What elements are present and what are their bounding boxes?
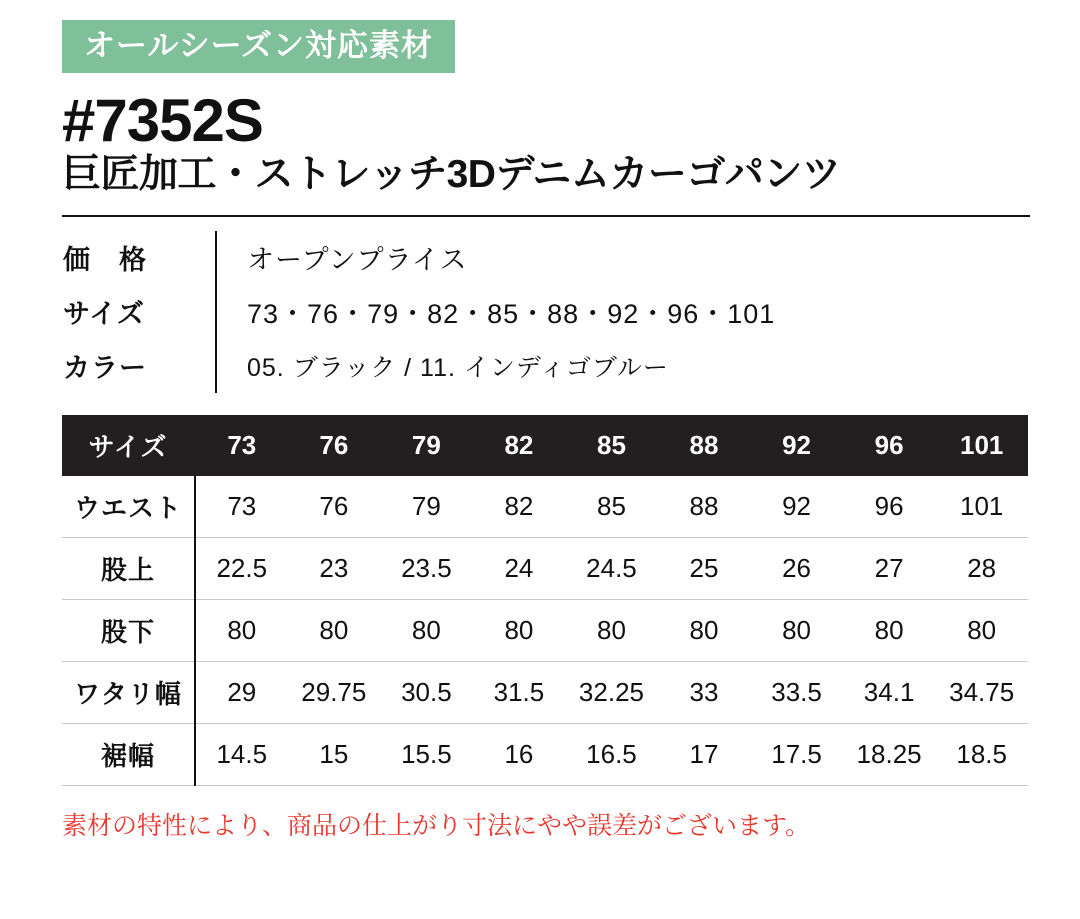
size-chart-cell: 79	[380, 476, 473, 538]
size-chart-cell: 15	[288, 723, 381, 785]
size-chart-cell: 16	[473, 723, 566, 785]
size-chart-cell: 24	[473, 537, 566, 599]
size-chart-row-label: 股上	[62, 537, 195, 599]
spec-value-size: 73・76・79・82・85・88・92・96・101	[247, 299, 776, 330]
size-chart-cell: 33	[658, 661, 751, 723]
size-chart-cell: 80	[843, 599, 936, 661]
spec-row-price	[62, 231, 776, 285]
size-chart-row-label: 裾幅	[62, 723, 195, 785]
size-chart-cell: 92	[750, 476, 843, 538]
size-chart-row-label: ウエスト	[62, 476, 195, 538]
size-chart-cell: 27	[843, 537, 936, 599]
size-chart-header-label: サイズ	[62, 415, 195, 476]
size-chart-cell: 16.5	[565, 723, 658, 785]
product-name: 巨匠加工・ストレッチ3Dデニムカーゴパンツ	[62, 153, 841, 196]
size-chart-cell: 23.5	[380, 537, 473, 599]
size-chart-cell: 34.75	[935, 661, 1028, 723]
spec-row-color	[62, 339, 776, 393]
size-chart-cell: 18.25	[843, 723, 936, 785]
table-row	[62, 599, 1028, 661]
size-chart-cell: 76	[288, 476, 381, 538]
size-chart-cell: 32.25	[565, 661, 658, 723]
size-chart-header-cell: 82	[473, 415, 566, 476]
size-chart-row-label: ワタリ幅	[62, 661, 195, 723]
table-row	[62, 476, 1028, 538]
size-chart-cell: 96	[843, 476, 936, 538]
size-chart	[62, 415, 1028, 786]
size-chart-cell: 33.5	[750, 661, 843, 723]
size-chart-header-cell: 85	[565, 415, 658, 476]
size-chart-cell: 24.5	[565, 537, 658, 599]
size-chart-header-cell: 76	[288, 415, 381, 476]
spec-value-color: 05. ブラック / 11. インディゴブルー	[247, 353, 669, 382]
spec-list	[62, 231, 776, 393]
size-chart-cell: 80	[195, 599, 288, 661]
table-row	[62, 723, 1028, 785]
size-chart-cell: 80	[565, 599, 658, 661]
spec-value-price: オープンプライス	[247, 245, 468, 276]
size-chart-header-cell: 79	[380, 415, 473, 476]
size-chart-cell: 34.1	[843, 661, 936, 723]
size-chart-cell: 85	[565, 476, 658, 538]
size-chart-cell: 29.75	[288, 661, 381, 723]
size-chart-cell: 88	[658, 476, 751, 538]
size-chart-cell: 14.5	[195, 723, 288, 785]
size-chart-cell: 22.5	[195, 537, 288, 599]
size-chart-cell: 29	[195, 661, 288, 723]
size-chart-cell: 17	[658, 723, 751, 785]
spec-label-size: サイズ	[63, 299, 145, 330]
size-chart-row-label: 股下	[62, 599, 195, 661]
table-row	[62, 661, 1028, 723]
size-chart-cell: 31.5	[473, 661, 566, 723]
size-chart-header-cell: 92	[750, 415, 843, 476]
size-chart-header-cell: 88	[658, 415, 751, 476]
spec-row-size	[62, 285, 776, 339]
size-chart-cell: 25	[658, 537, 751, 599]
table-row	[62, 537, 1028, 599]
size-chart-cell: 101	[935, 476, 1028, 538]
measurement-disclaimer: 素材の特性により、商品の仕上がり寸法にやや誤差がございます。	[62, 811, 811, 840]
season-badge: オールシーズン対応素材	[62, 20, 455, 73]
size-chart-header-cell: 96	[843, 415, 936, 476]
size-chart-cell: 28	[935, 537, 1028, 599]
header-divider	[62, 215, 1030, 217]
size-chart-cell: 30.5	[380, 661, 473, 723]
spec-label-color: カラー	[63, 353, 147, 384]
size-chart-cell: 80	[380, 599, 473, 661]
size-chart-header-cell: 101	[935, 415, 1028, 476]
spec-label-price: 価 格	[63, 245, 147, 276]
size-chart-header-row	[62, 415, 1028, 476]
size-chart-cell: 26	[750, 537, 843, 599]
size-chart-cell: 17.5	[750, 723, 843, 785]
size-chart-cell: 23	[288, 537, 381, 599]
size-chart-cell: 82	[473, 476, 566, 538]
size-chart-cell: 80	[750, 599, 843, 661]
product-code: #7352S	[62, 87, 263, 154]
size-chart-header-cell: 73	[195, 415, 288, 476]
size-chart-cell: 80	[935, 599, 1028, 661]
size-chart-cell: 80	[473, 599, 566, 661]
size-chart-cell: 18.5	[935, 723, 1028, 785]
size-chart-cell: 80	[288, 599, 381, 661]
size-chart-cell: 80	[658, 599, 751, 661]
size-chart-cell: 15.5	[380, 723, 473, 785]
size-chart-cell: 73	[195, 476, 288, 538]
